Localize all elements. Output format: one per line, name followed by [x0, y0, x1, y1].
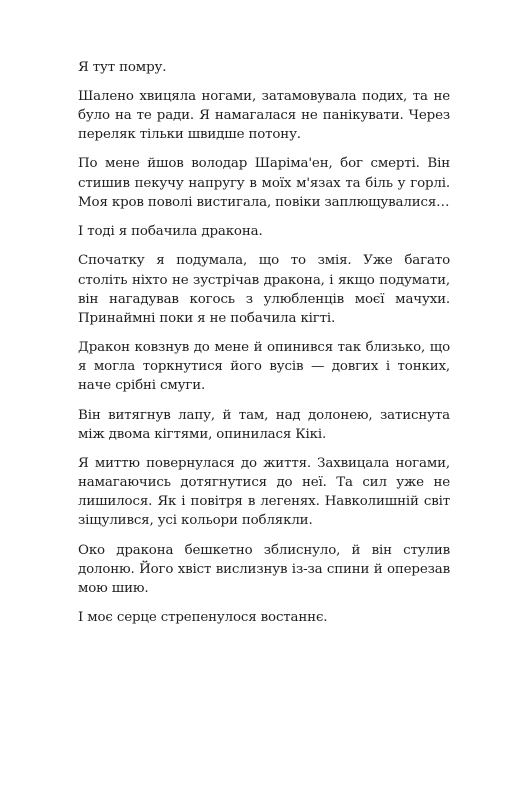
paragraph: І моє серце стрепенулося востаннє.: [78, 610, 328, 626]
body-text: [78, 58, 450, 638]
paragraph: Він витягнув лапу, й там, над долонею, затиснута між двома кігтями, опинилася Кікі.: [78, 407, 450, 442]
paragraph: Я миттю повернулася до життя. Захвицала ногами, намагаючись дотягнутися до неї. Та сил уже не лишилося. Як і повітря в легенях. Навколишній світ зіщулився, усі кольори поблякли.: [78, 456, 450, 529]
paragraph: Спочатку я подумала, що то змія. Уже багато століть ніхто не зустрічав дракона, і якщо подумати, він нагадував когось з улюбленців моєї мачухи. Принаймні поки я не побачила кігті.: [78, 253, 450, 326]
paragraph: І тоді я побачила дракона.: [78, 224, 263, 240]
paragraph: По мене йшов володар Шаріма'ен, бог смерті. Він стишив пекучу напругу в моїх м'язах та біль у горлі. Моя кров поволі вистигала, повіки заплющувалися…: [78, 156, 450, 210]
paragraph: Я тут помру.: [78, 60, 167, 75]
paragraph: Око дракона бешкетно зблиснуло, й він стулив долоню. Його хвіст вислизнув із-за спини й оперезав мою шию.: [78, 542, 450, 597]
paragraph: Дракон ковзнув до мене й опинився так близько, що я могла торкнутися його вусів — довгих і тонких, наче срібні смуги.: [78, 340, 450, 394]
paragraph: Шалено хвицяла ногами, затамовувала подих, та не було на те ради. Я намагалася не панікувати. Через переляк тільки швидше потону.: [78, 88, 450, 143]
